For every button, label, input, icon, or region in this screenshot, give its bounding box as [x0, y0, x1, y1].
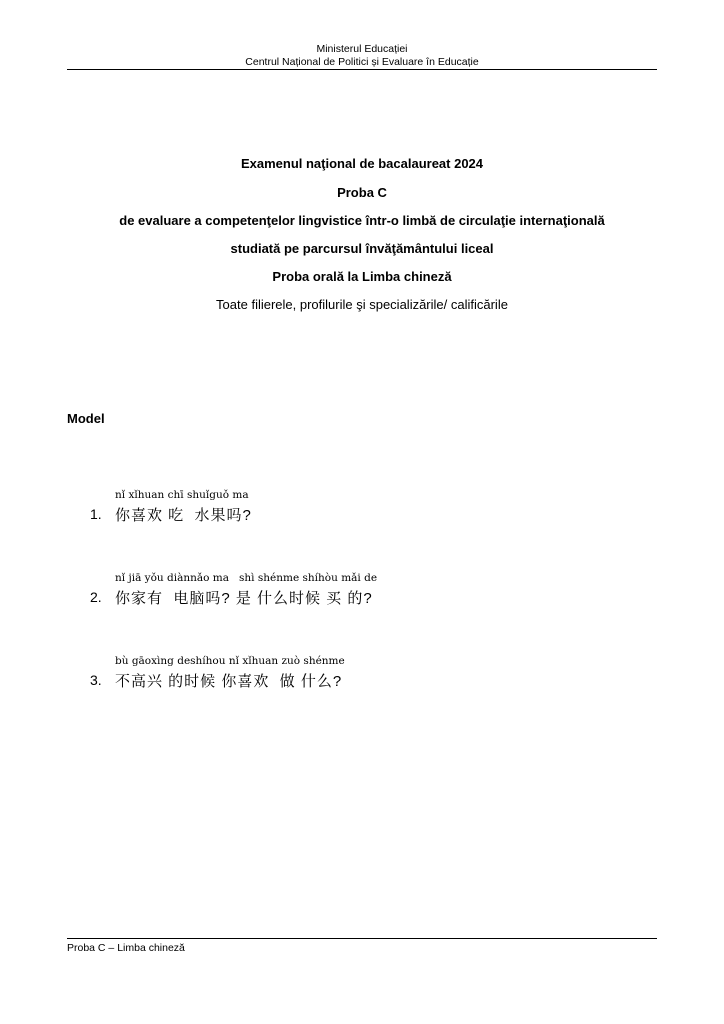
- exam-title: Examenul naţional de bacalaureat 2024: [240, 156, 484, 171]
- question-number: 3.: [90, 672, 102, 688]
- exam-description: de evaluare a competenţelor lingvistice într-o limbă de circulaţie internaţională: [119, 213, 605, 228]
- question-pinyin: nǐ xǐhuan chī shuǐguǒ ma: [115, 489, 249, 501]
- exam-subject: Proba orală la Limba chineză: [272, 269, 452, 284]
- question-number: 2.: [90, 589, 102, 605]
- header-center: Centrul Național de Politici și Evaluare în Educație: [245, 56, 479, 68]
- question-hanzi: 你家有 电脑吗? 是 什么时候 买 的?: [115, 590, 373, 607]
- question-number: 1.: [90, 506, 102, 522]
- exam-scope: Toate filierele, profilurile şi specializările/ calificările: [216, 297, 508, 312]
- exam-description-cont: studiată pe parcursul învăţământului liceal: [230, 241, 494, 256]
- question-hanzi: 不高兴 的时候 你喜欢 做 什么?: [115, 673, 343, 690]
- header-divider: [67, 69, 657, 70]
- question-pinyin: nǐ jiā yǒu diànnǎo ma shì shénme shíhòu mǎi de: [115, 572, 378, 584]
- question-hanzi: 你喜欢 吃 水果吗?: [115, 507, 252, 524]
- exam-proba: Proba C: [337, 185, 387, 200]
- header-ministry: Ministerul Educației: [316, 43, 408, 55]
- footer-label: Proba C – Limba chineză: [67, 942, 185, 954]
- question-pinyin: bù gāoxìng deshíhou nǐ xǐhuan zuò shénme: [115, 655, 345, 667]
- footer-divider: [67, 938, 657, 939]
- model-label: Model: [67, 411, 105, 426]
